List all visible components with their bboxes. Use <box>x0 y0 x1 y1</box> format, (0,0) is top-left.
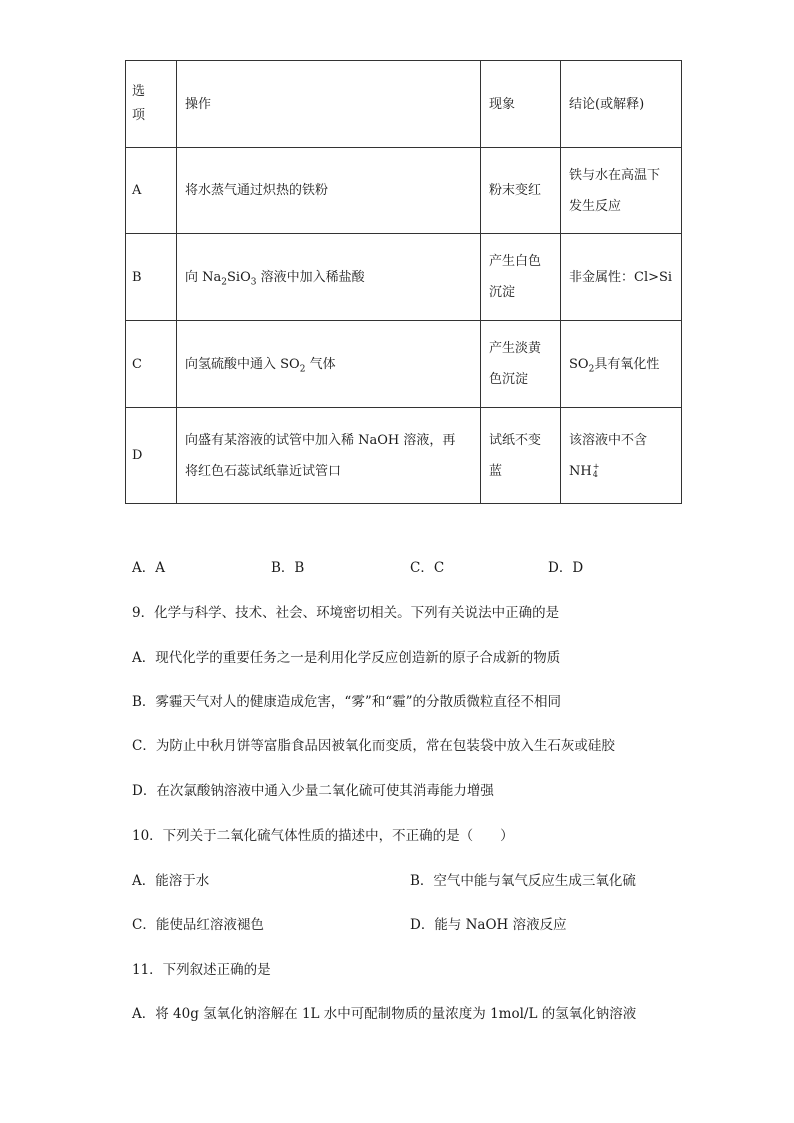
row-option: D <box>126 408 177 504</box>
table-row <box>126 321 682 408</box>
row-conclusion <box>561 408 682 504</box>
operation-text-post: 气体 <box>305 356 336 372</box>
superscript: + <box>592 462 600 471</box>
phenomenon-line2: 色沉淀 <box>489 372 529 387</box>
row-option: B <box>126 234 177 321</box>
conclusion-line2: 发生反应 <box>569 198 622 214</box>
option-c: C．C <box>410 560 445 576</box>
q11-stem: 11．下列叙述正确的是 <box>132 962 271 978</box>
subscript: 2 <box>588 364 595 375</box>
phenomenon-line1: 试纸不变 <box>489 432 542 448</box>
q10-option-b: B．空气中能与氧气反应生成三氧化硫 <box>410 873 636 889</box>
phenomenon-line1: 产生白色 <box>489 254 542 269</box>
conclusion-line1: 铁与水在高温下 <box>569 167 661 183</box>
operation-text-pre: 向 Na <box>185 269 222 285</box>
q10-option-a: A．能溶于水 <box>132 873 210 889</box>
operation-line2: 将红色石蕊试纸靠近试管口 <box>185 463 342 479</box>
conclusion-line1: 该溶液中不含 <box>569 432 648 448</box>
q10-option-d: D．能与 NaOH 溶液反应 <box>410 917 567 933</box>
subscript: 3 <box>250 277 257 288</box>
header-option <box>126 61 177 148</box>
operation-line1: 向盛有某溶液的试管中加入稀 NaOH 溶液，再 <box>185 432 456 448</box>
q10-option-c: C．能使品红溶液褪色 <box>132 917 264 933</box>
row-conclusion <box>561 148 682 234</box>
table-header-row <box>126 61 682 148</box>
q11-option-a: A．将 40g 氢氧化钠溶解在 1L 水中可配制物质的量浓度为 1mol/L 的氢氧化钠溶液 <box>132 1006 637 1022</box>
option-b: B．B <box>271 560 305 576</box>
q9-stem: 9．化学与科学、技术、社会、环境密切相关。下列有关说法中正确的是 <box>132 605 560 621</box>
row-operation <box>177 408 481 504</box>
header-option-line2: 项 <box>132 108 146 123</box>
operation-text-post: 溶液中加入稀盐酸 <box>256 269 365 285</box>
row-phenomenon: 粉末变红 <box>481 148 561 234</box>
option-d: D．D <box>548 560 584 576</box>
header-operation: 操作 <box>177 61 481 148</box>
table-row <box>126 408 682 504</box>
table-row <box>126 148 682 234</box>
row-option: C <box>126 321 177 408</box>
header-conclusion: 结论(或解释) <box>561 61 682 148</box>
q9-option-c: C．为防止中秋月饼等富脂食品因被氧化而变质，常在包装袋中放入生石灰或硅胶 <box>132 738 615 754</box>
row-operation: 将水蒸气通过炽热的铁粉 <box>177 148 481 234</box>
header-phenomenon: 现象 <box>481 61 561 148</box>
q9-option-b: B．雾霾天气对人的健康造成危害，“雾”和“霾”的分散质微粒直径不相同 <box>132 694 562 710</box>
phenomenon-line1: 产生淡黄 <box>489 341 542 356</box>
q10-stem: 10．下列关于二氧化硫气体性质的描述中，不正确的是（ ） <box>132 828 514 844</box>
table-row <box>126 234 682 321</box>
experiment-table <box>125 60 682 504</box>
row-phenomenon <box>481 321 561 408</box>
ammonium-formula <box>569 464 599 479</box>
operation-text-mid: SiO <box>227 269 251 285</box>
q9-option-d: D．在次氯酸钠溶液中通入少量二氧化硫可使其消毒能力增强 <box>132 783 494 799</box>
q9-option-a: A．现代化学的重要任务之一是利用化学反应创造新的原子合成新的物质 <box>132 650 561 666</box>
subscript: 4 <box>592 470 598 479</box>
operation-text-pre: 向氢硫酸中通入 SO <box>185 356 300 372</box>
conclusion-text-post: 具有氧化性 <box>594 356 660 372</box>
row-option: A <box>126 148 177 234</box>
row-phenomenon <box>481 234 561 321</box>
formula-base: NH <box>569 463 592 479</box>
conclusion-text-pre: SO <box>569 356 589 372</box>
row-conclusion <box>561 321 682 408</box>
phenomenon-line2: 蓝 <box>489 463 503 479</box>
row-phenomenon <box>481 408 561 504</box>
phenomenon-line2: 沉淀 <box>489 285 516 300</box>
row-operation <box>177 321 481 408</box>
subscript: 2 <box>299 364 306 375</box>
row-operation <box>177 234 481 321</box>
subscript: 2 <box>221 277 227 288</box>
header-option-line1: 选 <box>132 84 146 99</box>
row-conclusion: 非金属性：Cl>Si <box>561 234 682 321</box>
option-a: A．A <box>132 560 165 576</box>
